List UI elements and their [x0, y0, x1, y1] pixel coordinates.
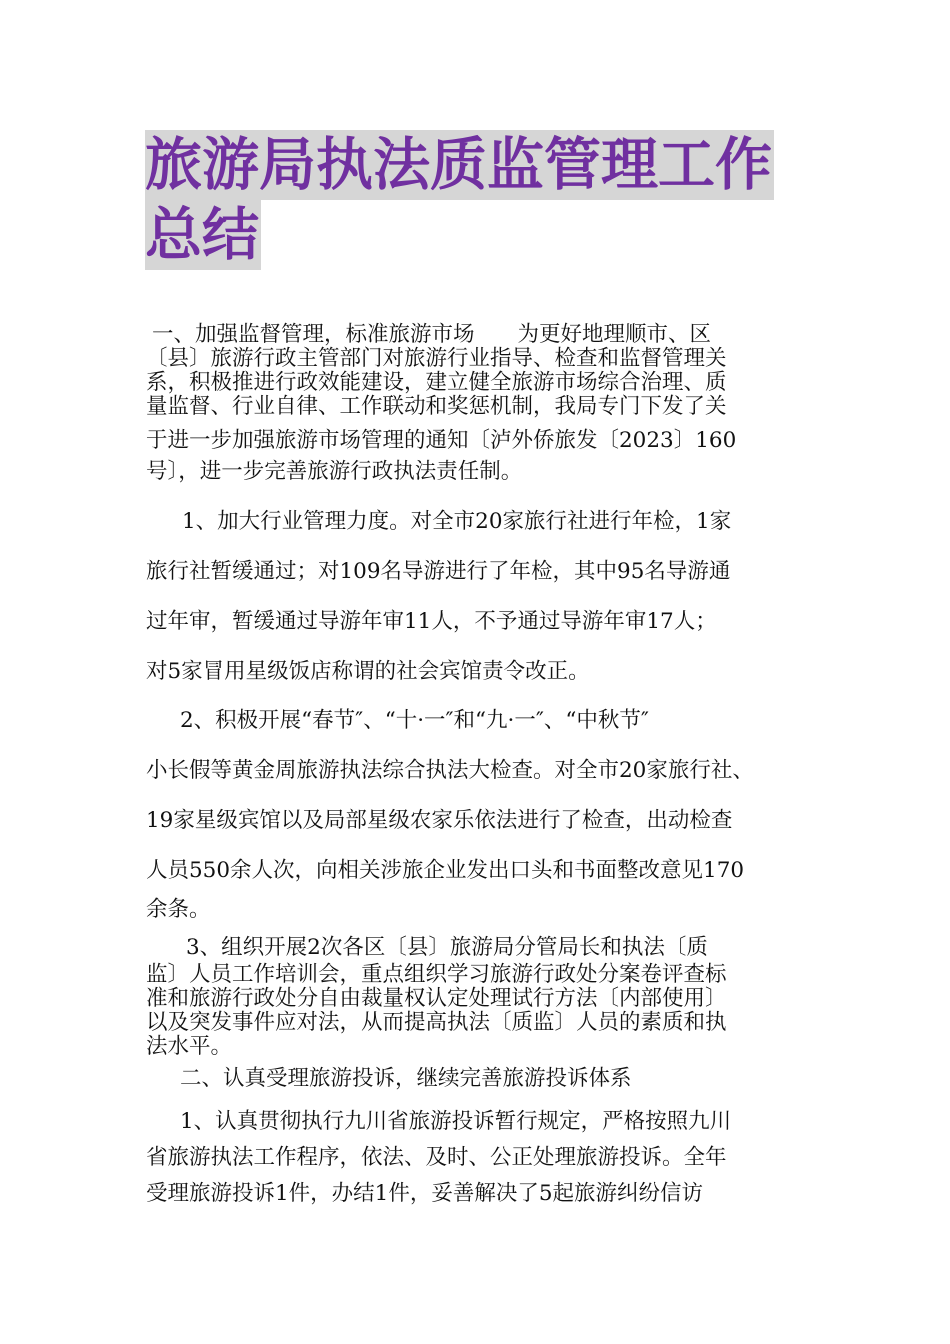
text-line: 旅行社暂缓通过；对109名导游进行了年检，其中95名导游通 — [146, 559, 731, 584]
text-line: 〔县〕旅游行政主管部门对旅游行业指导、检查和监督管理关 — [146, 346, 727, 371]
text-line: 受理旅游投诉1件，办结1件，妥善解决了5起旅游纠纷信访 — [146, 1181, 704, 1206]
text-line: 1、加大行业管理力度。对全市20家旅行社进行年检，1家 — [182, 509, 732, 534]
text-line: 3、组织开展2次各区〔县〕旅游局分管局长和执法〔质 — [186, 935, 708, 960]
text-line: 人员550余人次，向相关涉旅企业发出口头和书面整改意见170 — [146, 858, 745, 883]
paragraph-3 — [146, 696, 810, 922]
text-line: 二、认真受理旅游投诉，继续完善旅游投诉体系 — [180, 1066, 632, 1091]
title-line-2: 总结 — [145, 202, 259, 268]
text-line: 1、认真贯彻执行九川省旅游投诉暂行规定，严格按照九川 — [180, 1109, 732, 1134]
text-line: 省旅游执法工作程序，依法、及时、公正处理旅游投诉。全年 — [146, 1145, 727, 1170]
document-title — [145, 130, 815, 270]
text-line: 余条。 — [146, 897, 211, 922]
text-line: 法水平。 — [146, 1034, 233, 1059]
text-line: 于进一步加强旅游市场管理的通知〔泸外侨旅发〔2023〕160 — [146, 428, 737, 453]
paragraph-1 — [146, 323, 810, 487]
text-line: 过年审，暂缓通过导游年审11人，不予通过导游年审17人； — [146, 609, 717, 634]
paragraph-6 — [146, 1104, 810, 1212]
text-line: 系，积极推进行政效能建设，建立健全旅游市场综合治理、质 — [146, 370, 727, 395]
text-line: 准和旅游行政处分自由裁量权认定处理试行方法〔内部使用〕 — [146, 986, 727, 1011]
title-line-1: 旅游局执法质监管理工作 — [145, 132, 772, 198]
text-line: 量监督、行业自律、工作联动和奖惩机制，我局专门下发了关 — [146, 394, 727, 419]
section-heading-2 — [146, 1063, 810, 1094]
text-line: 以及突发事件应对法，从而提高执法〔质监〕人员的素质和执 — [146, 1010, 727, 1035]
text-line: 号〕，进一步完善旅游行政执法责任制。 — [146, 459, 523, 484]
text-line: 监〕人员工作培训会，重点组织学习旅游行政处分案卷评查标 — [146, 962, 727, 987]
text-line: 小长假等黄金周旅游执法综合执法大检查。对全市20家旅行社、 — [146, 758, 754, 783]
text-line: 对5家冒用星级饭店称谓的社会宾馆责令改正。 — [146, 659, 590, 684]
paragraph-4 — [146, 932, 810, 1059]
text-line: 一、加强监督管理，标准旅游市场 为更好地理顺市、区 — [152, 322, 712, 347]
text-line: 19家星级宾馆以及局部星级农家乐依法进行了检查，出动检查 — [146, 808, 733, 833]
paragraph-2 — [146, 497, 810, 697]
text-line: 2、积极开展“春节″、“十·一″和“九·一″、“中秋节″ — [180, 708, 649, 733]
